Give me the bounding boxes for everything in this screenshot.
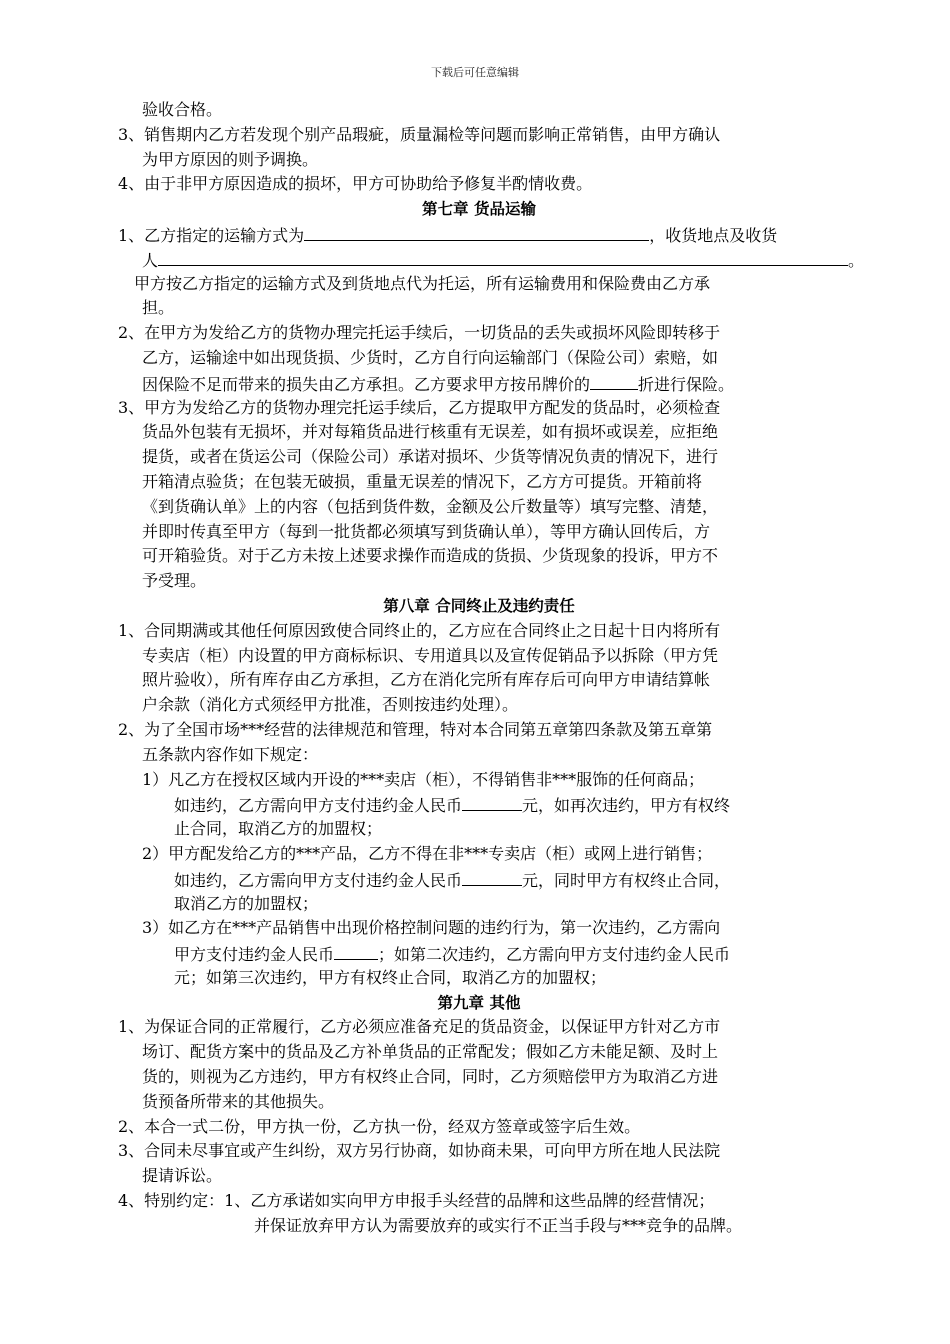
list-item: 4、由于非甲方原因造成的损坏，甲方可协助给予修复半酌情收费。 — [118, 174, 593, 194]
paragraph-line: 甲方按乙方指定的运输方式及到货地点代为托运，所有运输费用和保险费由乙方承 — [134, 273, 711, 293]
paragraph-line: 止合同，取消乙方的加盟权； — [174, 819, 383, 839]
chapter-title: 第七章 货品运输 — [422, 200, 536, 219]
paragraph-line: 担。 — [142, 298, 175, 318]
blank-field[interactable] — [334, 941, 378, 960]
paragraph-line — [118, 371, 840, 396]
paragraph-line: 取消乙方的加盟权； — [174, 893, 319, 913]
text-span: 元，如再次违约，甲方有权终 — [522, 796, 731, 816]
chapter-title: 第八章 合同终止及违约责任 — [383, 596, 575, 615]
list-item: 1、为保证合同的正常履行，乙方必须应准备充足的货品资金，以保证甲方针对乙方市 — [118, 1017, 721, 1037]
paragraph-line: 予受理。 — [142, 571, 207, 591]
text-span: 元，同时甲方有权终止合同， — [522, 870, 731, 890]
document-body — [118, 98, 865, 1239]
paragraph-line: 并保证放弃甲方认为需要放弃的或实行不正当手段与***竞争的品牌。 — [254, 1215, 743, 1235]
blank-field[interactable] — [158, 247, 848, 266]
blank-field[interactable] — [462, 867, 522, 886]
paragraph-line: 乙方，运输途中如出现货损、少货时，乙方自行向运输部门（保险公司）索赔，如 — [142, 347, 719, 367]
sub-list-item: 2）甲方配发给乙方的***产品，乙方不得在非***专卖店（柜）或网上进行销售； — [142, 843, 713, 863]
list-item: 2、本合一式二份，甲方执一份，乙方执一份，经双方签章或签字后生效。 — [118, 1116, 641, 1136]
blank-field[interactable] — [304, 222, 649, 241]
paragraph-line: 可开箱验货。对于乙方未按上述要求操作而造成的货损、少货现象的投诉，甲方不 — [142, 546, 719, 566]
paragraph-line — [118, 792, 840, 817]
paragraph-line — [118, 941, 840, 966]
blank-field[interactable] — [462, 792, 522, 811]
list-item: 2、为了全国市场***经营的法律规范和管理，特对本合同第五章第四条款及第五章第 — [118, 719, 713, 739]
chapter-title: 第九章 其他 — [437, 993, 521, 1012]
list-item: 2、在甲方为发给乙方的货物办理完托运手续后，一切货品的丢失或损坏风险即转移于 — [118, 323, 721, 343]
paragraph-line: 照片验收），所有库存由乙方承担，乙方在消化完所有库存后可向甲方申请结算帐 — [142, 670, 711, 690]
sub-list-item: 1）凡乙方在授权区域内开设的***卖店（柜），不得销售非***服饰的任何商品； — [142, 769, 705, 789]
paragraph-line: 《到货确认单》上的内容（包括到货件数，金额及公斤数量等）填写完整、清楚， — [142, 496, 719, 516]
paragraph-line: 五条款内容作如下规定： — [142, 744, 319, 764]
paragraph-line: 验收合格。 — [142, 100, 223, 119]
text-span: ，收货地点及收货 — [649, 225, 778, 245]
list-item: 3、销售期内乙方若发现个别产品瑕疵，质量漏检等问题而影响正常销售，由甲方确认 — [118, 124, 721, 144]
sub-list-item: 3）如乙方在***产品销售中出现价格控制问题的违约行为，第一次违约，乙方需向 — [142, 918, 721, 938]
paragraph-line: 户余款（消化方式须经甲方批准，否则按违约处理）。 — [142, 695, 519, 715]
paragraph-line: 货的，则视为乙方违约，甲方有权终止合同，同时，乙方须赔偿甲方为取消乙方进 — [142, 1067, 719, 1087]
paragraph-line: 提请诉讼。 — [142, 1166, 223, 1186]
paragraph-line: 货预备所带来的其他损失。 — [142, 1091, 335, 1111]
text-span: 。 — [848, 250, 865, 270]
text-span: 如违约，乙方需向甲方支付违约金人民币 — [174, 796, 463, 816]
text-span: 1、乙方指定的运输方式为 — [118, 225, 305, 245]
list-item: 3、合同未尽事宜或产生纠纷，双方另行协商，如协商未果，可向甲方所在地人民法院 — [118, 1141, 721, 1161]
page-header: 下载后可任意编辑 — [431, 66, 519, 79]
text-span: 因保险不足而带来的损失由乙方承担。乙方要求甲方按吊牌价的 — [142, 374, 591, 394]
text-span: 人 — [142, 250, 159, 270]
paragraph-line — [118, 867, 840, 892]
blank-field[interactable] — [590, 371, 638, 390]
text-span: 如违约，乙方需向甲方支付违约金人民币 — [174, 870, 463, 890]
text-span: 甲方支付违约金人民币 — [174, 945, 335, 965]
list-item: 4、特别约定：1、乙方承诺如实向甲方申报手头经营的品牌和这些品牌的经营情况； — [118, 1191, 715, 1211]
paragraph-line: 元；如第三次违约，甲方有权终止合同，取消乙方的加盟权； — [174, 967, 607, 987]
list-item — [118, 222, 840, 247]
paragraph-line: 场订、配货方案中的货品及乙方补单货品的正常配发；假如乙方未能足额、及时上 — [142, 1042, 719, 1062]
text-span: ；如第二次违约，乙方需向甲方支付违约金人民币 — [378, 945, 731, 965]
text-span: 折进行保险。 — [638, 374, 735, 394]
paragraph-line: 货品外包装有无损坏，并对每箱货品进行核重有无误差，如有损坏或误差，应拒绝 — [142, 422, 719, 442]
paragraph-line: 专卖店（柜）内设置的甲方商标标识、专用道具以及宣传促销品予以拆除（甲方凭 — [142, 645, 719, 665]
list-item: 3、甲方为发给乙方的货物办理完托运手续后，乙方提取甲方配发的货品时，必须检查 — [118, 397, 721, 417]
paragraph-line: 并即时传真至甲方（每到一批货都必须填写到货确认单），等甲方确认回传后，方 — [142, 521, 711, 541]
paragraph-line — [118, 247, 865, 272]
paragraph-line: 提货，或者在货运公司（保险公司）承诺对损坏、少货等情况负责的情况下，进行 — [142, 447, 719, 467]
paragraph-line: 为甲方原因的则予调换。 — [142, 149, 319, 169]
list-item: 1、合同期满或其他任何原因致使合同终止的，乙方应在合同终止之日起十日内将所有 — [118, 620, 721, 640]
paragraph-line: 开箱清点验货；在包装无破损，重量无误差的情况下，乙方方可提货。开箱前将 — [142, 471, 703, 491]
